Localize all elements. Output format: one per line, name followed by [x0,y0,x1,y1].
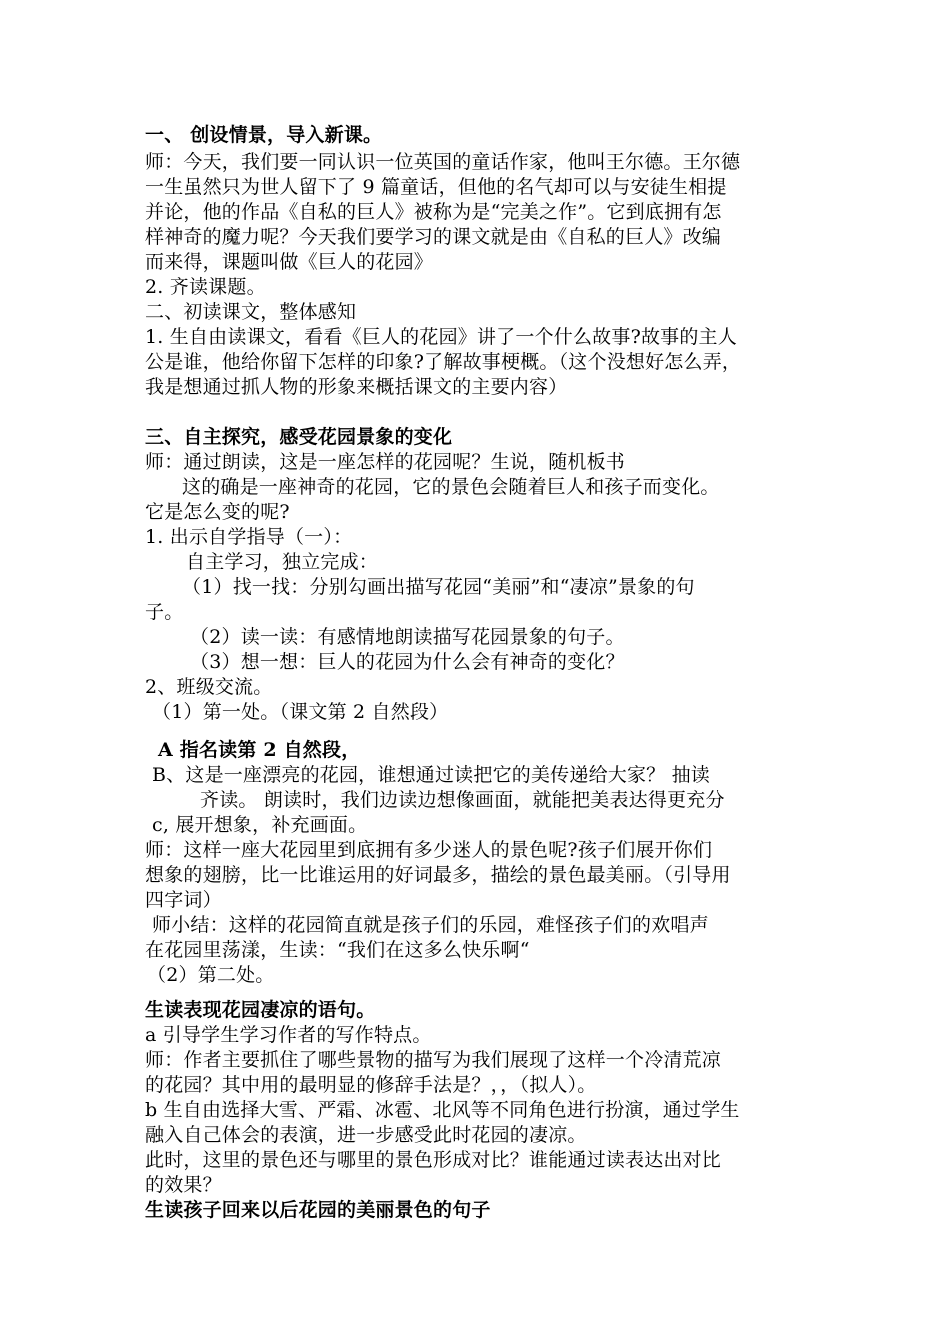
paragraph-line: 融入自己体会的表演，进一步感受此时花园的凄凉。 [145,1124,587,1146]
paragraph-line: 此时，这里的景色还与哪里的景色形成对比？谁能通过读表达出对比 [145,1149,722,1171]
paragraph-line: 样神奇的魔力呢？今天我们要学习的课文就是由《自私的巨人》改编 [145,226,722,248]
paragraph-line: 齐读。 朗读时，我们边读边想像画面，就能把美表达得更充分 [200,789,725,811]
paragraph-line: 四字词） [145,889,222,911]
paragraph-line: 的效果？ [145,1174,222,1196]
paragraph-line: 子。 [145,601,184,623]
paragraph-line: 自主学习，独立完成： [186,551,379,573]
paragraph-line: 2. 齐读课题。 [145,276,266,298]
paragraph-line: 师：今天，我们要一同认识一位英国的童话作家，他叫王尔德。王尔德 [145,151,741,173]
paragraph-line: 并论，他的作品《自私的巨人》被称为是“完美之作”。它到底拥有怎 [145,201,722,223]
paragraph-line: 师小结：这样的花园简直就是孩子们的乐园，难怪孩子们的欢唱声 [152,914,709,936]
paragraph-line: （2）第二处。 [147,964,275,986]
paragraph-line: 而来得，课题叫做《巨人的花园》 [145,251,434,273]
paragraph-line: 一生虽然只为世人留下了 9 篇童话，但他的名气却可以与安徒生相提 [145,176,727,198]
paragraph-line: （2）读一读：有感情地朗读描写花园景象的句子。 [190,626,625,648]
paragraph-line: 的花园？其中用的最明显的修辞手法是？，，（拟人）。 [145,1074,597,1096]
paragraph-line: 2、班级交流。 [145,676,273,698]
paragraph-line: 1. 生自由读课文，看看《巨人的花园》讲了一个什么故事?故事的主人 [145,326,737,348]
paragraph-line: （3）想一想：巨人的花园为什么会有神奇的变化？ [190,651,625,673]
bold-instruction: A 指名读第 2 自然段， [158,739,361,761]
paragraph-line: 在花园里荡漾，生读：“我们在这多么快乐啊“ [145,939,530,961]
paragraph-line: c, 展开想象，补充画面。 [152,814,368,836]
paragraph-line: （1）找一找：分别勾画出描写花园“美丽”和“凄凉”景象的句 [182,576,695,598]
paragraph-line: 它是怎么变的呢? [145,501,290,523]
paragraph-line: 想象的翅膀，比一比谁运用的好词最多，描绘的景色最美丽。（引导用 [145,864,731,886]
section-heading-3: 三、自主探究，感受花园景象的变化 [145,426,453,448]
bold-instruction: 生读表现花园凄凉的语句。 [145,999,376,1021]
paragraph-line: 师：作者主要抓住了哪些景物的描写为我们展现了这样一个冷清荒凉 [145,1049,722,1071]
paragraph-line: 1. 出示自学指导（一）： [145,526,353,548]
section-heading-2: 二、初读课文，整体感知 [145,301,357,323]
paragraph-line: 这的确是一座神奇的花园，它的景色会随着巨人和孩子而变化。 [182,476,720,498]
paragraph-line: a 引导学生学习作者的写作特点。 [145,1024,432,1046]
paragraph-line: （1）第一处。（课文第 2 自然段） [152,701,449,723]
paragraph-line: b 生自由选择大雪、严霜、冰雹、北风等不同角色进行扮演，通过学生 [145,1099,740,1121]
paragraph-line: 公是谁，他给你留下怎样的印象?了解故事梗概。（这个没想好怎么弄， [145,351,742,373]
bold-instruction: 生读孩子回来以后花园的美丽景色的句子 [145,1199,491,1221]
section-heading-1: 一、 创设情景，导入新课。 [145,124,383,146]
paragraph-line: B、这是一座漂亮的花园，谁想通过读把它的美传递给大家？ 抽读 [152,764,711,786]
paragraph-line: 师：这样一座大花园里到底拥有多少迷人的景色呢?孩子们展开你们 [145,839,713,861]
paragraph-line: 我是想通过抓人物的形象来概括课文的主要内容） [145,376,568,398]
paragraph-line: 师：通过朗读，这是一座怎样的花园呢？生说，随机板书 [145,451,626,473]
